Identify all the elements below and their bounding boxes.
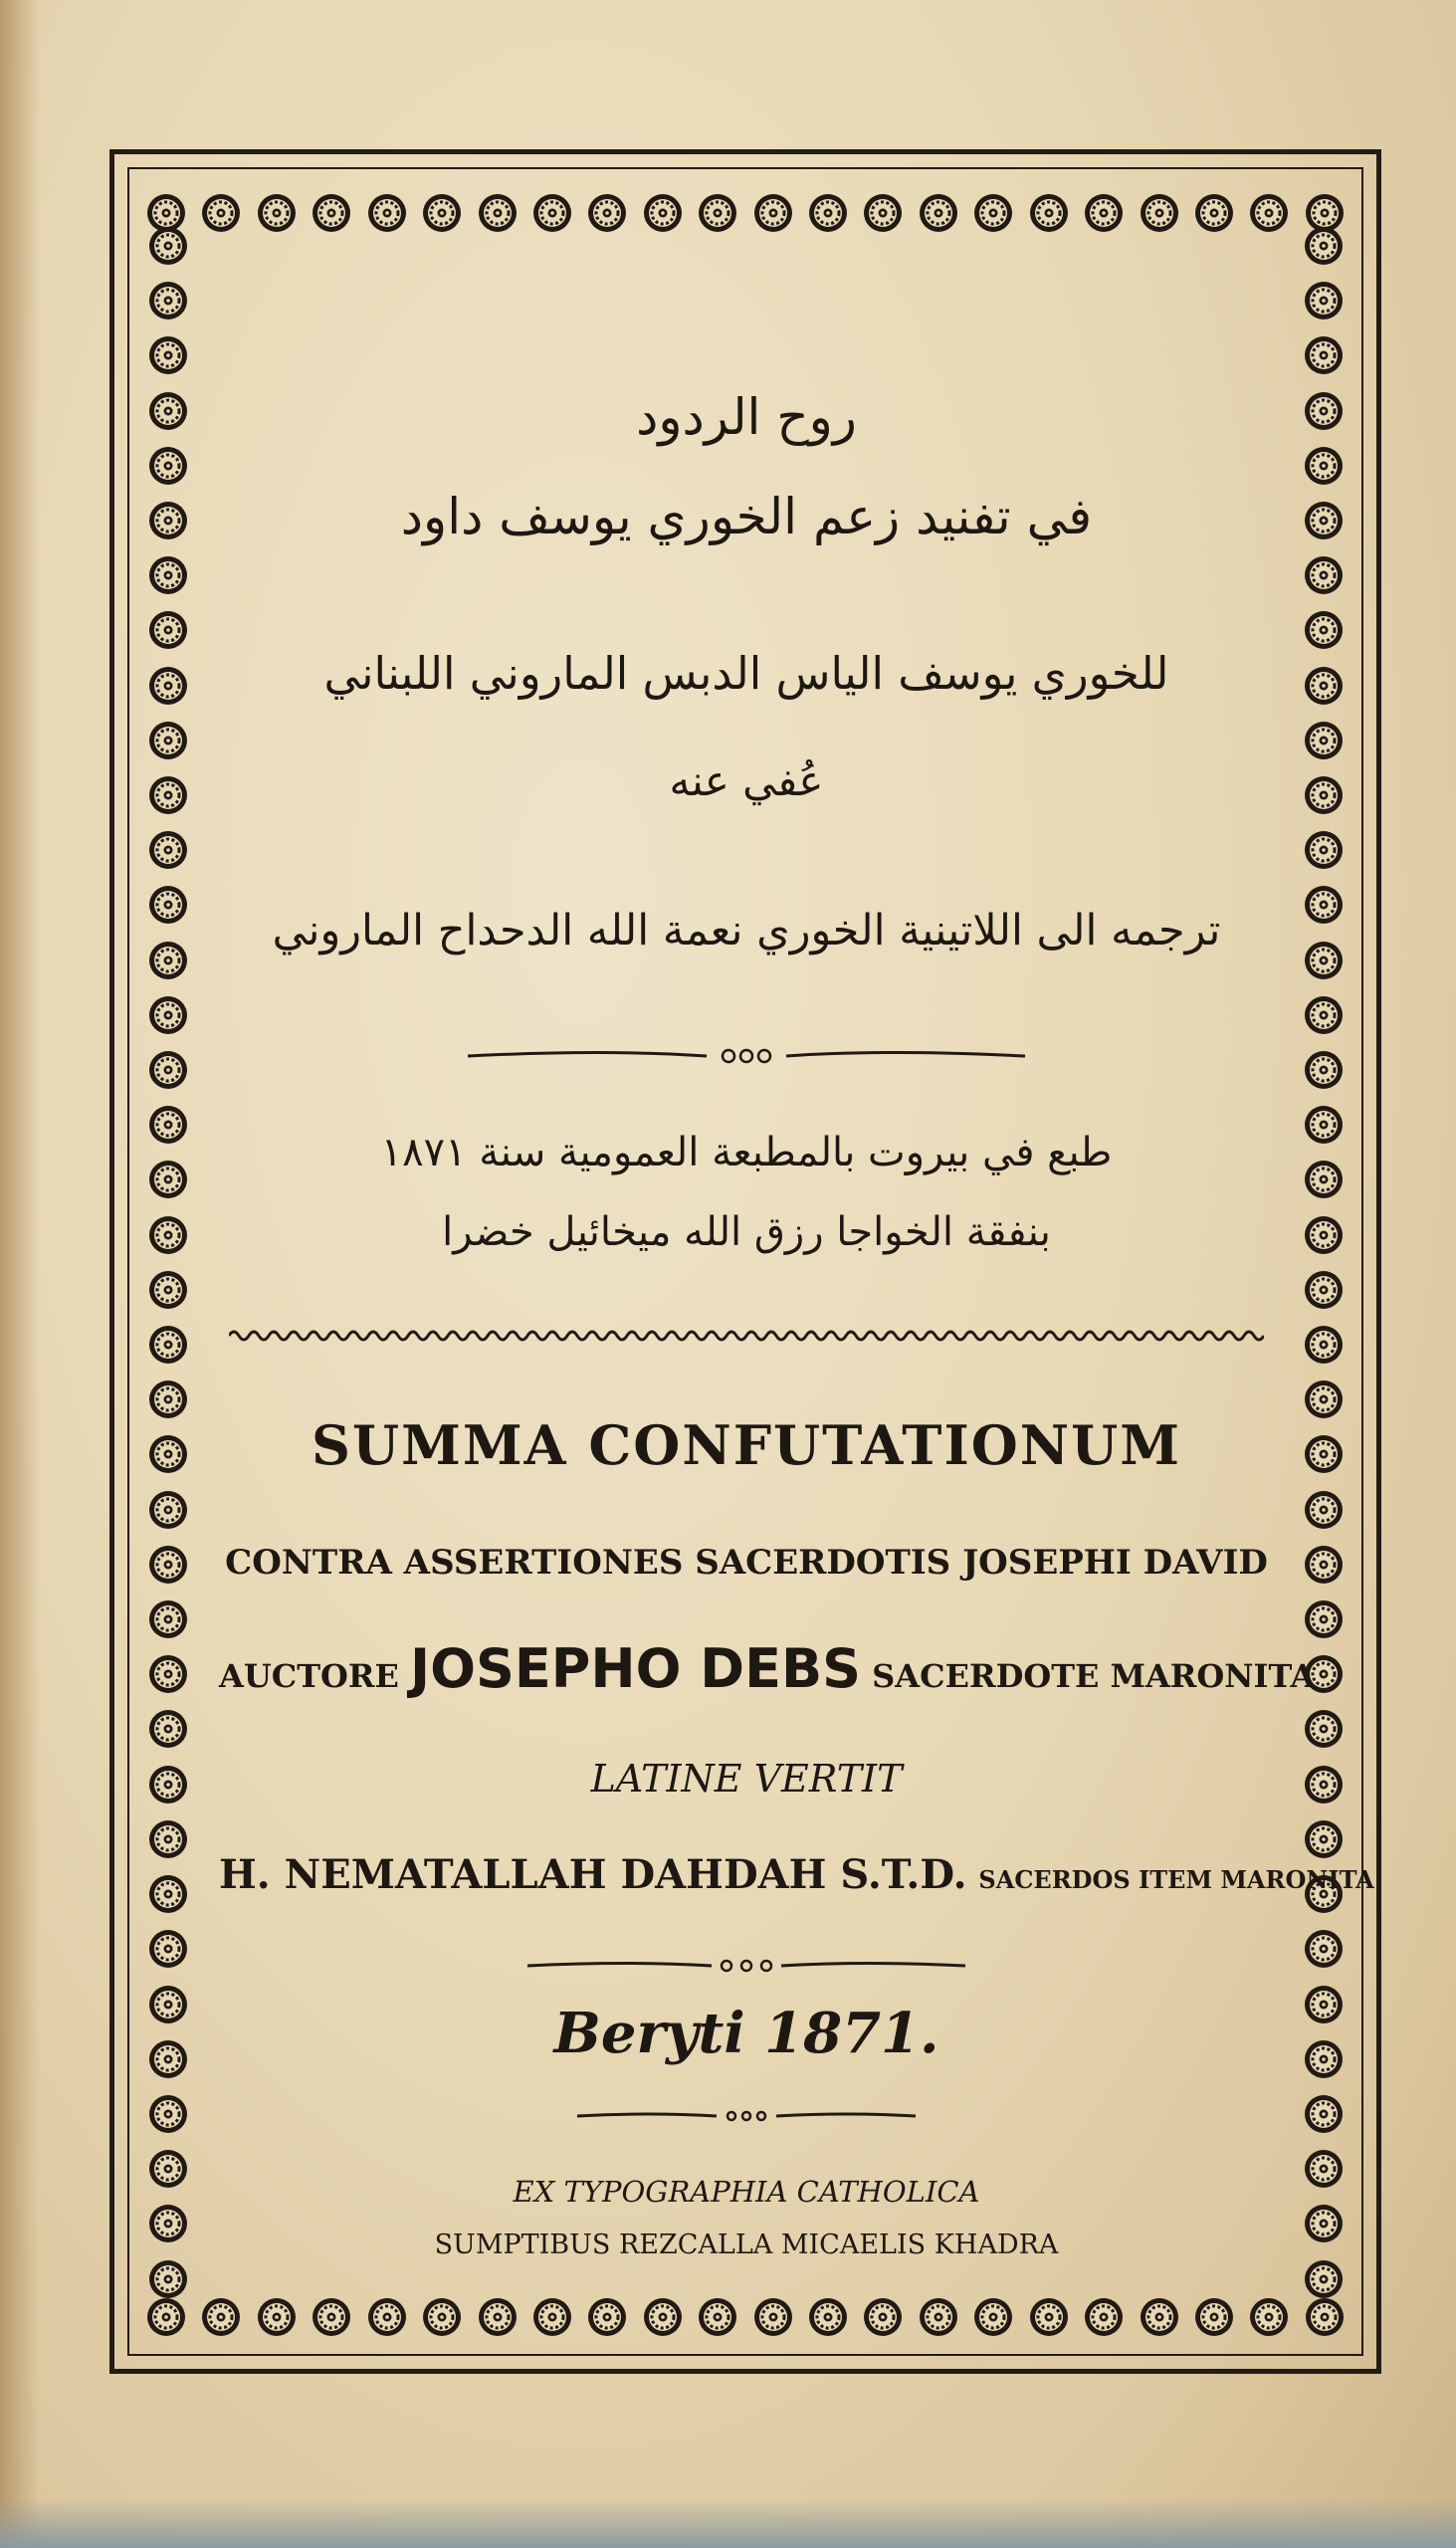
rosette-icon: [146, 1378, 190, 1421]
rosette-icon: [696, 2295, 739, 2339]
rosette-icon: [365, 2295, 409, 2339]
rosette-icon: [146, 719, 190, 762]
rosette-icon: [1082, 2295, 1126, 2339]
page-edge-shadow: [0, 0, 40, 2548]
auctore-name: JOSEPHO DEBS: [410, 1637, 862, 1700]
rosette-icon: [146, 1158, 190, 1201]
rosette-icon: [1302, 1543, 1346, 1587]
rosette-icon: [146, 2092, 190, 2136]
rosette-icon: [476, 2295, 520, 2339]
rosette-icon: [146, 1597, 190, 1641]
rosette-icon: [1302, 1158, 1346, 1201]
ornament-border-right: [1296, 224, 1352, 2301]
arabic-sponsor-line: بنفقة الخواجا رزق الله ميخائيل خضرا: [442, 1209, 1051, 1255]
rosette-icon: [1302, 2202, 1346, 2245]
rosette-icon: [585, 2295, 629, 2339]
rosette-icon: [146, 224, 190, 268]
rosette-icon: [1302, 1268, 1346, 1312]
rosette-icon: [751, 2295, 795, 2339]
rosette-icon: [146, 389, 190, 433]
wavy-divider: [229, 1324, 1264, 1348]
rosette-icon: [1302, 333, 1346, 377]
rosette-icon: [146, 2037, 190, 2081]
rosette-icon: [146, 939, 190, 982]
rosette-icon: [146, 2202, 190, 2245]
ornamental-divider-3: [577, 2108, 916, 2124]
rosette-icon: [144, 2295, 188, 2339]
rosette-icon: [530, 2295, 574, 2339]
rosette-icon: [806, 2295, 850, 2339]
ornamental-divider-2: [527, 1956, 965, 1976]
rosette-icon: [1302, 883, 1346, 927]
rosette-icon: [1302, 993, 1346, 1037]
arabic-printed-line: طبع في بيروت بالمطبعة العمومية سنة ١٨٧١: [380, 1130, 1113, 1175]
arabic-translator: ترجمه الى اللاتينية الخوري نعمة الله الدحداح الماروني: [272, 906, 1221, 956]
rosette-icon: [1302, 1707, 1346, 1751]
rosette-icon: [1138, 2295, 1181, 2339]
rosette-icon: [1247, 2295, 1291, 2339]
rosette-icon: [146, 1213, 190, 1257]
rosette-icon: [1302, 553, 1346, 597]
rosette-icon: [146, 1488, 190, 1532]
latin-sumptibus: SUMPTIBUS REZCALLA MICAELIS KHADRA: [434, 2230, 1059, 2260]
rosette-icon: [146, 1543, 190, 1587]
rosette-icon: [1302, 444, 1346, 488]
rosette-icon: [420, 2295, 464, 2339]
rosette-icon: [1302, 2147, 1346, 2191]
rosette-icon: [1302, 939, 1346, 982]
arabic-author: للخوري يوسف الياس الدبس الماروني اللبناني: [323, 647, 1169, 700]
rosette-icon: [146, 279, 190, 322]
rosette-icon: [146, 828, 190, 872]
rosette-icon: [917, 2295, 960, 2339]
rosette-icon: [1302, 389, 1346, 433]
title-content: [219, 229, 1374, 2299]
rosette-icon: [146, 664, 190, 708]
rosette-icon: [1302, 1817, 1346, 1861]
rosette-icon: [1302, 2257, 1346, 2301]
rosette-icon: [1302, 1488, 1346, 1532]
arabic-subtitle: في تفنيد زعم الخوري يوسف داود: [400, 488, 1093, 545]
rosette-icon: [146, 1763, 190, 1806]
rosette-icon: [146, 883, 190, 927]
rosette-icon: [1302, 1927, 1346, 1971]
rosette-icon: [146, 1323, 190, 1367]
rosette-icon: [641, 2295, 685, 2339]
latin-title: SUMMA CONFUTATIONUM: [311, 1413, 1182, 1477]
rosette-icon: [1302, 1983, 1346, 2026]
rosette-icon: [1302, 664, 1346, 708]
rosette-icon: [146, 1707, 190, 1751]
rosette-icon: [1302, 608, 1346, 652]
rosette-icon: [1302, 279, 1346, 322]
rosette-icon: [1302, 2092, 1346, 2136]
translator-name: H. NEMATALLAH DAHDAH S.T.D.: [219, 1851, 967, 1898]
auctore-prefix: AUCTORE: [219, 1657, 399, 1695]
rosette-icon: [1302, 1213, 1346, 1257]
rosette-icon: [1302, 224, 1346, 268]
rosette-icon: [1302, 1597, 1346, 1641]
rosette-icon: [1302, 1378, 1346, 1421]
rosette-icon: [146, 499, 190, 542]
translator-suffix: SACERDOS ITEM MARONITA: [978, 1865, 1374, 1894]
rosette-icon: [146, 1872, 190, 1916]
latin-auctore-line: [219, 1637, 1316, 1700]
latin-translator-line: [219, 1851, 1374, 1898]
auctore-suffix: SACERDOTE MARONITA: [872, 1657, 1316, 1695]
rosette-icon: [255, 2295, 299, 2339]
rosette-icon: [1302, 499, 1346, 542]
latin-place-year: Beryti 1871.: [553, 2001, 939, 2066]
rosette-icon: [1302, 719, 1346, 762]
latin-vertit: LATINE VERTIT: [590, 1757, 903, 1801]
latin-typographia: EX TYPOGRAPHIA CATHOLICA: [513, 2175, 980, 2209]
rosette-icon: [1302, 773, 1346, 817]
page-bottom-edge: [0, 2498, 1456, 2548]
arabic-blessing: عُفي عنه: [669, 756, 824, 805]
rosette-icon: [146, 1432, 190, 1476]
rosette-icon: [146, 1652, 190, 1696]
rosette-icon: [1303, 2295, 1347, 2339]
rosette-icon: [146, 1817, 190, 1861]
rosette-icon: [971, 2295, 1015, 2339]
rosette-icon: [146, 993, 190, 1037]
rosette-icon: [146, 1048, 190, 1092]
rosette-icon: [146, 553, 190, 597]
rosette-icon: [146, 333, 190, 377]
rosette-icon: [146, 773, 190, 817]
rosette-icon: [146, 1983, 190, 2026]
rosette-icon: [146, 2147, 190, 2191]
arabic-title: روح الردود: [636, 388, 857, 446]
rosette-icon: [1302, 1048, 1346, 1092]
rosette-icon: [1192, 2295, 1236, 2339]
rosette-icon: [861, 2295, 905, 2339]
rosette-icon: [1302, 1432, 1346, 1476]
rosette-icon: [310, 2295, 353, 2339]
rosette-icon: [199, 2295, 243, 2339]
rosette-icon: [1302, 1323, 1346, 1367]
rosette-icon: [146, 1927, 190, 1971]
rosette-icon: [146, 2257, 190, 2301]
rosette-icon: [1302, 2037, 1346, 2081]
rosette-icon: [1302, 1763, 1346, 1806]
rosette-icon: [146, 608, 190, 652]
latin-contra-line: CONTRA ASSERTIONES SACERDOTIS JOSEPHI DAVID: [225, 1543, 1268, 1583]
rosette-icon: [1302, 1103, 1346, 1147]
rosette-icon: [146, 1103, 190, 1147]
rosette-icon: [146, 444, 190, 488]
ornament-border-left: [140, 224, 196, 2301]
rosette-icon: [1302, 828, 1346, 872]
rosette-icon: [1027, 2295, 1071, 2339]
ornamental-divider-1: [468, 1045, 1025, 1067]
rosette-icon: [146, 1268, 190, 1312]
